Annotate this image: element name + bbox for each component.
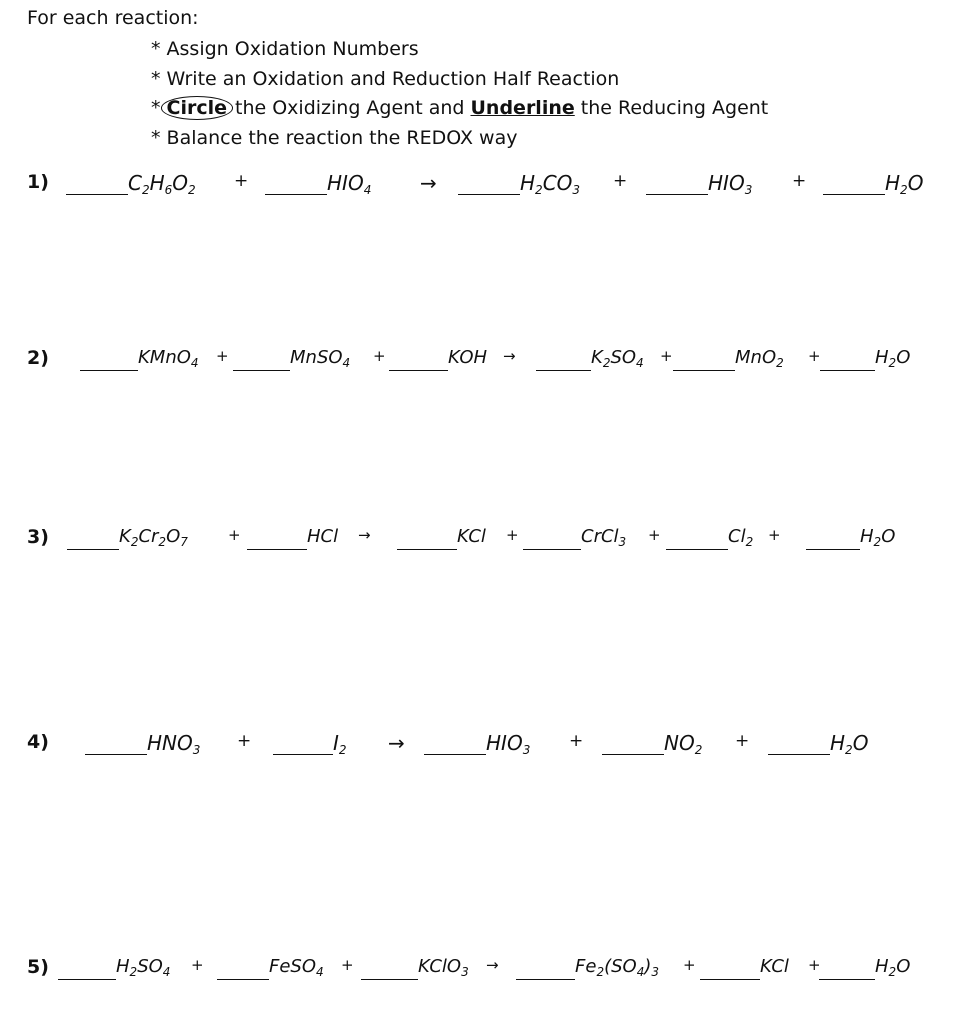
subscript: 2 bbox=[888, 356, 897, 370]
reactant-formula bbox=[147, 731, 200, 755]
product-formula bbox=[860, 526, 895, 547]
formula-text: H bbox=[116, 956, 130, 977]
reactant-formula bbox=[269, 956, 324, 977]
coefficient-blank[interactable] bbox=[820, 370, 875, 371]
plus-sign: + bbox=[613, 171, 628, 191]
plus-sign: + bbox=[373, 347, 386, 365]
subscript: 4 bbox=[190, 356, 199, 370]
product-formula bbox=[486, 731, 530, 755]
product-formula bbox=[575, 956, 659, 977]
subscript: 6 bbox=[164, 183, 173, 197]
formula-text: SO bbox=[137, 956, 163, 977]
reactant-formula bbox=[116, 956, 170, 977]
formula-text: MnSO bbox=[290, 347, 343, 368]
formula-text: O bbox=[166, 526, 181, 547]
formula-text: (SO bbox=[604, 956, 637, 977]
coefficient-blank[interactable] bbox=[458, 194, 520, 195]
plus-sign: + bbox=[228, 526, 241, 544]
subscript: 2 bbox=[694, 743, 703, 757]
subscript: 2 bbox=[596, 965, 605, 979]
reactant-formula bbox=[448, 347, 487, 368]
formula-text: KClO bbox=[418, 956, 462, 977]
subscript: 2 bbox=[776, 356, 784, 370]
coefficient-blank[interactable] bbox=[389, 370, 448, 371]
reactant-formula bbox=[119, 526, 188, 547]
plus-sign: + bbox=[808, 956, 821, 974]
plus-sign: + bbox=[648, 526, 661, 544]
reaction-number: 3) bbox=[27, 526, 49, 548]
subscript: 2 bbox=[129, 965, 138, 979]
subscript: 2 bbox=[188, 183, 196, 197]
formula-text: NO bbox=[664, 731, 695, 755]
plus-sign: + bbox=[506, 526, 519, 544]
product-formula bbox=[664, 731, 702, 755]
underlined-word: Underline bbox=[470, 97, 575, 119]
coefficient-blank[interactable] bbox=[666, 549, 728, 550]
coefficient-blank[interactable] bbox=[806, 549, 860, 550]
reactant-formula bbox=[138, 347, 199, 368]
coefficient-blank[interactable] bbox=[424, 754, 486, 755]
formula-text: Fe bbox=[575, 956, 597, 977]
coefficient-blank[interactable] bbox=[265, 194, 327, 195]
reactant-formula bbox=[290, 347, 350, 368]
product-formula bbox=[760, 956, 789, 977]
subscript: 2 bbox=[888, 965, 897, 979]
product-formula bbox=[875, 347, 910, 368]
formula-text: H bbox=[875, 347, 889, 368]
plus-sign: + bbox=[660, 347, 673, 365]
coefficient-blank[interactable] bbox=[516, 979, 575, 980]
formula-text: K bbox=[591, 347, 603, 368]
coefficient-blank[interactable] bbox=[523, 549, 581, 550]
formula-text: Cr bbox=[138, 526, 159, 547]
coefficient-blank[interactable] bbox=[768, 754, 830, 755]
instruction-text: the Reducing Agent bbox=[574, 97, 769, 119]
coefficient-blank[interactable] bbox=[646, 194, 708, 195]
plus-sign: + bbox=[683, 956, 696, 974]
plus-sign: + bbox=[234, 171, 249, 191]
formula-text: H bbox=[860, 526, 874, 547]
subscript: 2 bbox=[535, 183, 543, 197]
reaction-arrow: → bbox=[420, 171, 437, 195]
reactant-formula bbox=[307, 526, 338, 547]
bullet-star: * bbox=[151, 97, 161, 119]
product-formula bbox=[735, 347, 784, 368]
plus-sign: + bbox=[735, 731, 750, 751]
reaction-arrow: → bbox=[486, 956, 499, 974]
coefficient-blank[interactable] bbox=[58, 979, 116, 980]
plus-sign: + bbox=[768, 526, 781, 544]
subscript: 4 bbox=[162, 965, 171, 979]
subscript: 3 bbox=[192, 743, 201, 757]
formula-text: O bbox=[896, 956, 911, 977]
coefficient-blank[interactable] bbox=[536, 370, 591, 371]
reactant-formula bbox=[327, 171, 371, 195]
formula-text: KOH bbox=[448, 347, 488, 368]
plus-sign: + bbox=[216, 347, 229, 365]
subscript: 2 bbox=[338, 743, 347, 757]
subscript: 2 bbox=[602, 356, 611, 370]
formula-text: H bbox=[885, 171, 901, 195]
formula-text: I bbox=[333, 731, 339, 755]
subscript: 4 bbox=[316, 965, 324, 979]
formula-text: HIO bbox=[708, 171, 745, 195]
coefficient-blank[interactable] bbox=[819, 979, 875, 980]
formula-text: O bbox=[172, 171, 189, 195]
intro-heading: For each reaction: bbox=[27, 7, 199, 29]
subscript: 2 bbox=[158, 535, 167, 549]
instruction-item bbox=[151, 94, 768, 124]
coefficient-blank[interactable] bbox=[66, 194, 128, 195]
formula-text: O bbox=[881, 526, 896, 547]
plus-sign: + bbox=[569, 731, 584, 751]
reactant-formula bbox=[418, 956, 469, 977]
subscript: 3 bbox=[461, 965, 469, 979]
subscript: 3 bbox=[618, 535, 627, 549]
reaction-number: 2) bbox=[27, 347, 49, 369]
instruction-text: the Oxidizing Agent and bbox=[235, 97, 471, 119]
subscript: 2 bbox=[141, 183, 150, 197]
formula-text: C bbox=[128, 171, 142, 195]
formula-text: FeSO bbox=[269, 956, 317, 977]
subscript: 4 bbox=[342, 356, 351, 370]
reaction-number: 1) bbox=[27, 171, 49, 193]
reactant-formula bbox=[128, 171, 196, 195]
subscript: 3 bbox=[651, 965, 660, 979]
reaction-arrow: → bbox=[358, 526, 371, 544]
product-formula bbox=[830, 731, 868, 755]
coefficient-blank[interactable] bbox=[361, 979, 418, 980]
plus-sign: + bbox=[792, 171, 807, 191]
instruction-list bbox=[151, 35, 768, 153]
product-formula bbox=[728, 526, 753, 547]
reaction-row bbox=[0, 520, 966, 560]
subscript: 2 bbox=[130, 535, 139, 549]
formula-text: O bbox=[896, 347, 911, 368]
instruction-item: * Balance the reaction the REDOX way bbox=[151, 126, 518, 149]
coefficient-blank[interactable] bbox=[700, 979, 760, 980]
product-formula bbox=[708, 171, 752, 195]
subscript: 3 bbox=[522, 743, 531, 757]
coefficient-blank[interactable] bbox=[823, 194, 885, 195]
product-formula bbox=[457, 526, 486, 547]
formula-text: H bbox=[149, 171, 165, 195]
formula-text: MnO bbox=[735, 347, 777, 368]
coefficient-blank[interactable] bbox=[217, 979, 269, 980]
formula-text: KMnO bbox=[138, 347, 191, 368]
plus-sign: + bbox=[191, 956, 204, 974]
formula-text: H bbox=[830, 731, 846, 755]
coefficient-blank[interactable] bbox=[233, 370, 290, 371]
coefficient-blank[interactable] bbox=[80, 370, 138, 371]
subscript: 4 bbox=[636, 965, 645, 979]
formula-text: HIO bbox=[486, 731, 523, 755]
reaction-row bbox=[0, 950, 966, 990]
formula-text: ) bbox=[644, 956, 652, 977]
plus-sign: + bbox=[808, 347, 821, 365]
product-formula bbox=[885, 171, 923, 195]
subscript: 4 bbox=[636, 356, 644, 370]
circled-word: Circle bbox=[161, 96, 234, 120]
coefficient-blank[interactable] bbox=[67, 549, 119, 550]
instruction-item: * Assign Oxidation Numbers bbox=[151, 38, 419, 60]
subscript: 3 bbox=[572, 183, 581, 197]
coefficient-blank[interactable] bbox=[673, 370, 735, 371]
product-formula bbox=[581, 526, 626, 547]
product-formula bbox=[875, 956, 910, 977]
reaction-row bbox=[0, 341, 966, 381]
formula-text: H bbox=[875, 956, 889, 977]
subscript: 2 bbox=[745, 535, 754, 549]
coefficient-blank[interactable] bbox=[247, 549, 307, 550]
formula-text: HNO bbox=[147, 731, 193, 755]
plus-sign: + bbox=[237, 731, 252, 751]
coefficient-blank[interactable] bbox=[397, 549, 457, 550]
subscript: 2 bbox=[873, 535, 882, 549]
subscript: 3 bbox=[744, 183, 753, 197]
formula-text: CO bbox=[542, 171, 573, 195]
reaction-number: 5) bbox=[27, 956, 49, 978]
subscript: 4 bbox=[363, 183, 372, 197]
reaction-row bbox=[0, 725, 966, 765]
coefficient-blank[interactable] bbox=[273, 754, 333, 755]
formula-text: HCl bbox=[307, 526, 339, 547]
formula-text: SO bbox=[610, 347, 637, 368]
formula-text: KCl bbox=[457, 526, 486, 547]
product-formula bbox=[520, 171, 580, 195]
subscript: 2 bbox=[900, 183, 908, 197]
coefficient-blank[interactable] bbox=[602, 754, 664, 755]
coefficient-blank[interactable] bbox=[85, 754, 147, 755]
formula-text: K bbox=[119, 526, 131, 547]
formula-text: CrCl bbox=[581, 526, 619, 547]
formula-text: H bbox=[520, 171, 536, 195]
instruction-item: * Write an Oxidation and Reduction Half Reaction bbox=[151, 67, 620, 90]
formula-text: Cl bbox=[728, 526, 746, 547]
reaction-number: 4) bbox=[27, 731, 49, 753]
subscript: 2 bbox=[845, 743, 853, 757]
formula-text: KCl bbox=[760, 956, 789, 977]
formula-text: O bbox=[852, 731, 869, 755]
plus-sign: + bbox=[341, 956, 354, 974]
reaction-arrow: → bbox=[388, 731, 405, 755]
subscript: 7 bbox=[180, 535, 188, 549]
reaction-arrow: → bbox=[503, 347, 516, 365]
product-formula bbox=[591, 347, 644, 368]
formula-text: HIO bbox=[327, 171, 364, 195]
reactant-formula bbox=[333, 731, 347, 755]
formula-text: O bbox=[907, 171, 924, 195]
reaction-row bbox=[0, 165, 966, 205]
